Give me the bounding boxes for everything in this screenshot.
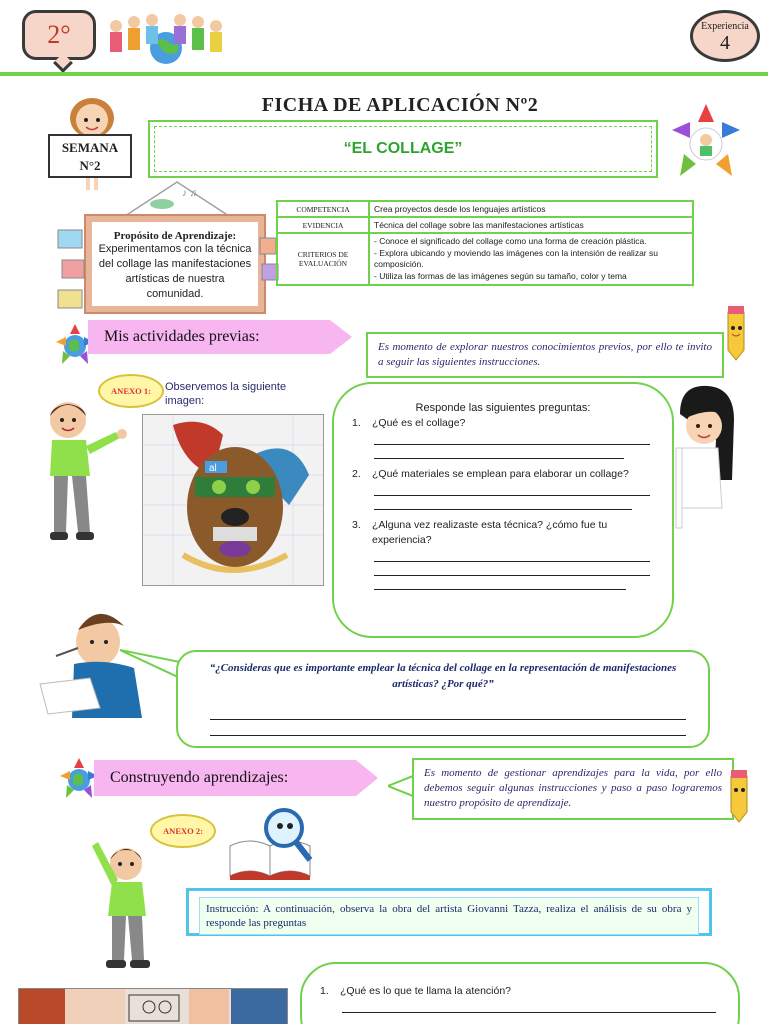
answer-line[interactable]: [374, 548, 650, 562]
anexo2-badge: ANEXO 2:: [150, 814, 216, 848]
anexo1-badge: ANEXO 1:: [98, 374, 164, 408]
answer-line[interactable]: [374, 445, 624, 459]
hands-globe-illustration: [668, 100, 744, 186]
svg-text:♪ ♫: ♪ ♫: [182, 188, 198, 199]
question-item: 1. ¿Qué es el collage?: [352, 417, 466, 429]
section2-title: Construyendo aprendizajes:: [94, 760, 356, 796]
section1-title: Mis actividades previas:: [88, 320, 330, 354]
criteria-key: CRITERIOS DE EVALUACIÓN: [277, 233, 369, 285]
header-divider: [0, 72, 768, 76]
questions-title: Responde las siguientes preguntas:: [415, 402, 591, 414]
reflection-question: “¿Consideras que es importante emplear la técnica del collage en la representación de manifestaciones artísticas? ¿Por qué?”: [209, 662, 677, 690]
question-item: 2. ¿Qué materiales se emplean para elaborar un collage?: [352, 468, 629, 480]
experience-label: Experiencia: [701, 21, 749, 32]
page-title: FICHA DE APLICACIÓN Nº2: [261, 94, 539, 116]
competency-key: COMPETENCIA: [277, 201, 369, 217]
instruction-box: [186, 888, 712, 936]
question-item: 1. ¿Qué es lo que te llama la atención?: [320, 985, 512, 997]
table-row: [277, 201, 693, 217]
questions-box: [332, 382, 674, 638]
section1-banner: [88, 320, 352, 354]
competency-value: Crea proyectos desde los lenguajes artísticos: [369, 201, 693, 217]
criteria-line: - Explora ubicando y moviendo las imágenes con la intensión de realizar su composición.: [374, 247, 658, 269]
answer-line[interactable]: [374, 496, 632, 510]
section1-note: Es momento de explorar nuestros conocimientos previos, por ello te invito a seguir las siguientes instrucciones.: [366, 332, 724, 378]
boy-waving-illustration: [84, 838, 154, 972]
answer-line[interactable]: [210, 706, 686, 720]
week-number: N°2: [79, 158, 101, 173]
reflection-box: [176, 650, 710, 748]
evidence-key: EVIDENCIA: [277, 217, 369, 233]
subtitle: “EL COLLAGE”: [343, 140, 463, 157]
section2-note: Es momento de gestionar aprendizajes para la vida, por ello debemos seguir algunas instrucciones y paso a paso lograremos nuestro propósito de aprendizaje.: [412, 758, 734, 820]
picture-frames-left: [56, 226, 86, 312]
experience-badge: [690, 10, 760, 62]
girl-right-illustration: [672, 384, 734, 534]
book-magnifier-illustration: [226, 806, 322, 880]
questions2-box: [300, 962, 740, 1024]
artwork-image: [18, 988, 288, 1024]
week-sign: [48, 134, 132, 178]
question-item: 3. ¿Alguna vez realizaste esta técnica? ¿cómo fue tu experiencia?: [352, 519, 608, 546]
pencil-mascot-icon: [720, 304, 752, 362]
board-hanger: [112, 178, 242, 220]
criteria-line: - Utiliza las formas de las imágenes según su tamaño, color y tema: [374, 270, 627, 281]
grade-text: 2°: [47, 20, 71, 49]
grade-badge: [22, 10, 96, 60]
answer-line[interactable]: [210, 722, 686, 736]
answer-line[interactable]: [374, 562, 650, 576]
purpose-board: [86, 216, 264, 312]
observe-instruction: Observemos la siguiente imagen:: [165, 381, 287, 407]
pencil-mascot-icon: [724, 768, 754, 824]
table-row: [277, 217, 693, 233]
kids-globe-illustration: [104, 12, 228, 66]
week-label: SEMANA: [61, 140, 119, 155]
boy-pointing-illustration: [42, 398, 132, 544]
answer-line[interactable]: [374, 431, 650, 445]
answer-line[interactable]: [374, 482, 650, 496]
svg-text:al: al: [209, 463, 217, 474]
speech-tail: [118, 648, 180, 688]
evidence-value: Técnica del collage sobre las manifestaciones artísticas: [369, 217, 693, 233]
purpose-text: Experimentamos con la técnica del collage las manifestaciones artísticas de nuestra comunidad.: [98, 243, 252, 300]
answer-line[interactable]: [374, 576, 626, 590]
criteria-line: - Conoce el significado del collage como una forma de creación plástica.: [374, 236, 647, 246]
answer-line[interactable]: [342, 999, 716, 1013]
purpose-heading: Propósito de Aprendizaje:: [113, 230, 237, 242]
subtitle-box: [148, 120, 658, 178]
experience-number: 4: [720, 32, 730, 54]
competencies-table: [276, 200, 694, 286]
table-row: [277, 233, 693, 285]
instruction-text: Instrucción: A continuación, observa la obra del artista Giovanni Tazza, realiza el análisis de su obra y responde las preguntas: [199, 897, 699, 935]
section2-banner: [94, 760, 378, 796]
collage-dog-image: [142, 414, 324, 586]
